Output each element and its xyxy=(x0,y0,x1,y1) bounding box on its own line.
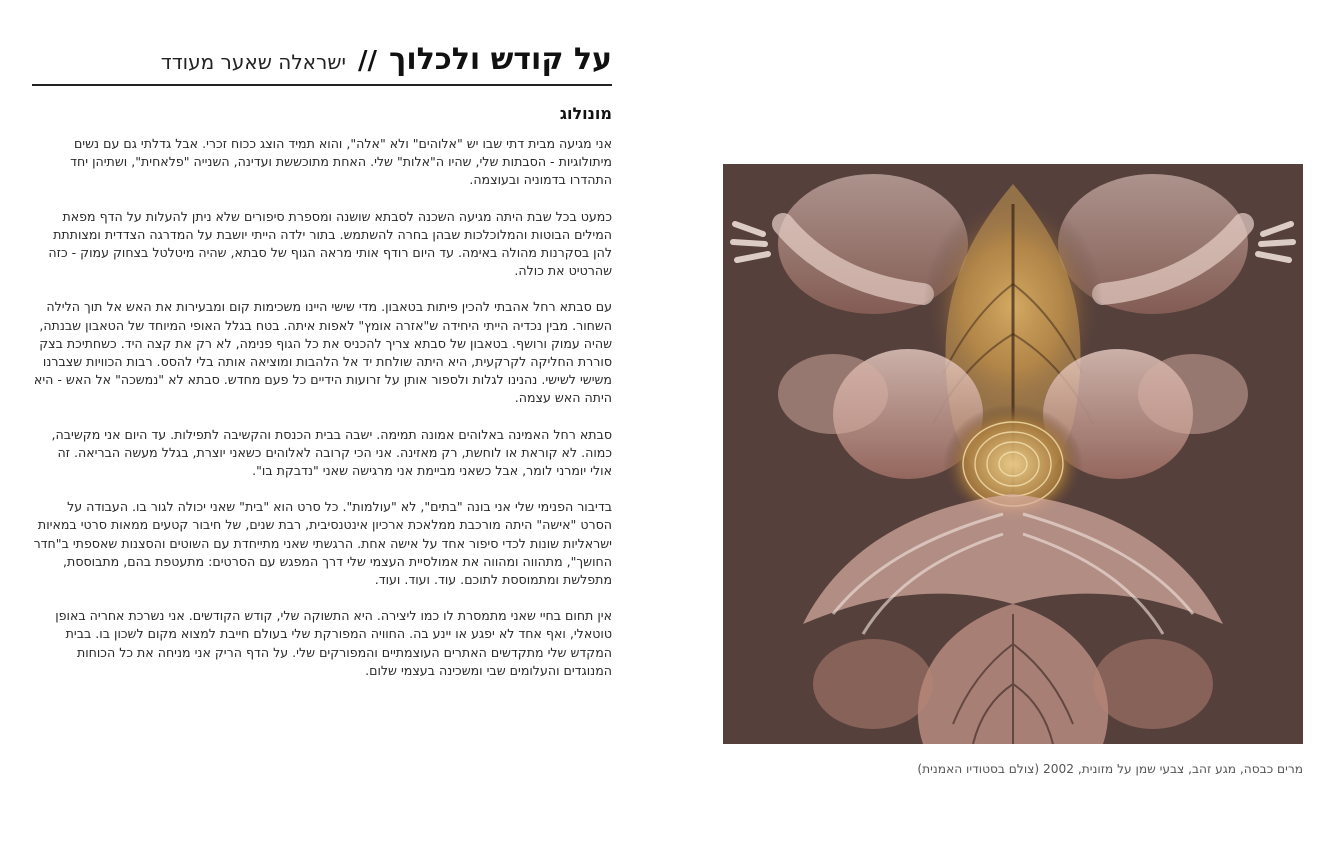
paragraph: בדיבור הפנימי שלי אני בונה "בתים", לא "עולמות". כל סרט הוא "בית" שאני יכולה לגור בו. העבודה על הסרט "אישה" היתה מורכבת ממלאכת ארכיון אינטנסיבית, רבת שנים, של חיבור קטעים ממאות סרטי במאיות ישראליות שונות לכדי סיפור אחד על אישה אחת. הרגשתי שאני מתייחדת עם השוטים והסצנות שאספתי ב"חדר החושך", מתהווה ומהווה את אמולסיית העצמי שלי דרך המפגש עם הסרטים: מתעטפת בהם, מתבוססת, מתפלשת ומתמוססת לתוכם. עוד. ועוד. ועוד. xyxy=(33,499,612,588)
paragraph: עם סבתא רחל אהבתי להכין פיתות בטאבון. מדי שישי היינו משכימות קום ומבעירות את האש אל תוך הלילה השחור. מבין נכדיה הייתי היחידה ש"אזרה אומץ" לאפות איתה. בטח בגלל האופי המיוחד של הטאבון שבנתה, שהיה עמוק ורושף. בטאבון של סבתא צריך להכניס את כל הגוף פנימה, לא רק את קצה היד. כשחתיכת בצק סוררת החליקה לקרקעית, היא היתה שולחת יד אל הלהבות ומוציאה אותה בלי להסס. רבות הכוויות שצברנו משישי לשישי. נהנינו לגלות ולספור אותן על זרועות הידיים כל פעם מחדש. סבתא לא "נמשכה" אל האש - היא היתה האש עצמה. xyxy=(33,299,612,406)
artwork-painting xyxy=(723,164,1303,744)
article-header xyxy=(32,42,612,86)
paragraph: אני מגיעה מבית דתי שבו יש "אלוהים" ולא "אלה", והוא תמיד הוצג ככוח זכרי. אבל גדלתי גם עם נשים מיתולוגיות - הסבתות שלי, שהיו ה"אלות" שלי. האחת מתוכששת ועדינה, השנייה "פלאחית", ושתיהן יחד התהדרו בדמוניה ובעוצמה. xyxy=(70,136,612,188)
paragraph: כמעט בכל שבת היתה מגיעה השכנה לסבתא שושנה ומספרת סיפורים שלא ניתן להעלות על הדף מפאת המילים הבוטות והמלוכלכות שבהן בחרה להשתמש. בתור ילדה הייתי יושבת על המדרגה הצדדית ומצותתת להן בסקרנות מהולה באימה. עד היום רודף אותי מראה הגוף של סבתא, שהיה מיטלטל בצחוק עמוק - כזה שהרטיט את כולה. xyxy=(48,208,612,279)
title-separator: // xyxy=(357,46,377,76)
paragraph: אין תחום בחיי שאני מתמסרת לו כמו ליצירה. היא התשוקה שלי, קודש הקודשים. אני נשרכת אחריה באופן טוטאלי, ואף אחד לא יפגע או יינע בה. החוויה המפורקת שלי בעולם חייבת למצוא מקום לשכון בו. בבית המקדש שלי מתקדשים האתרים העוצמתיים והמפורקים שלי. על הדף הריק אני מניחה את כל הכוחות המנוגדים והעלומים שבי ומשכינה בעצמי שלום. xyxy=(55,608,612,678)
article-title: על קודש ולכלוך xyxy=(388,42,612,77)
paragraph: סבתא רחל האמינה באלוהים אמונה תמימה. ישבה בבית הכנסת והקשיבה לתפילות. עד היום אני מקשיבה, כמוה. לא קוראת או לוחשת, רק מאזינה. אני הכי קרובה לאלוהים כשאני יוצרת, בגלל מעשה הבריאה. זה אולי יומרני לומר, אבל כשאני מביימת אני מרגישה שאני "נדבקת בו". xyxy=(51,426,612,479)
article-column xyxy=(32,42,612,698)
artwork-image xyxy=(723,164,1303,744)
article-body xyxy=(32,135,612,680)
section-heading: מונולוג xyxy=(559,104,612,123)
author-name: ישראלה שאער מעודד xyxy=(160,50,346,74)
artwork-caption: מרים כבסה, מגע זהב, צבעי שמן על מזונית, 2002 (צולם בסטודיו האמנית) xyxy=(917,762,1303,776)
